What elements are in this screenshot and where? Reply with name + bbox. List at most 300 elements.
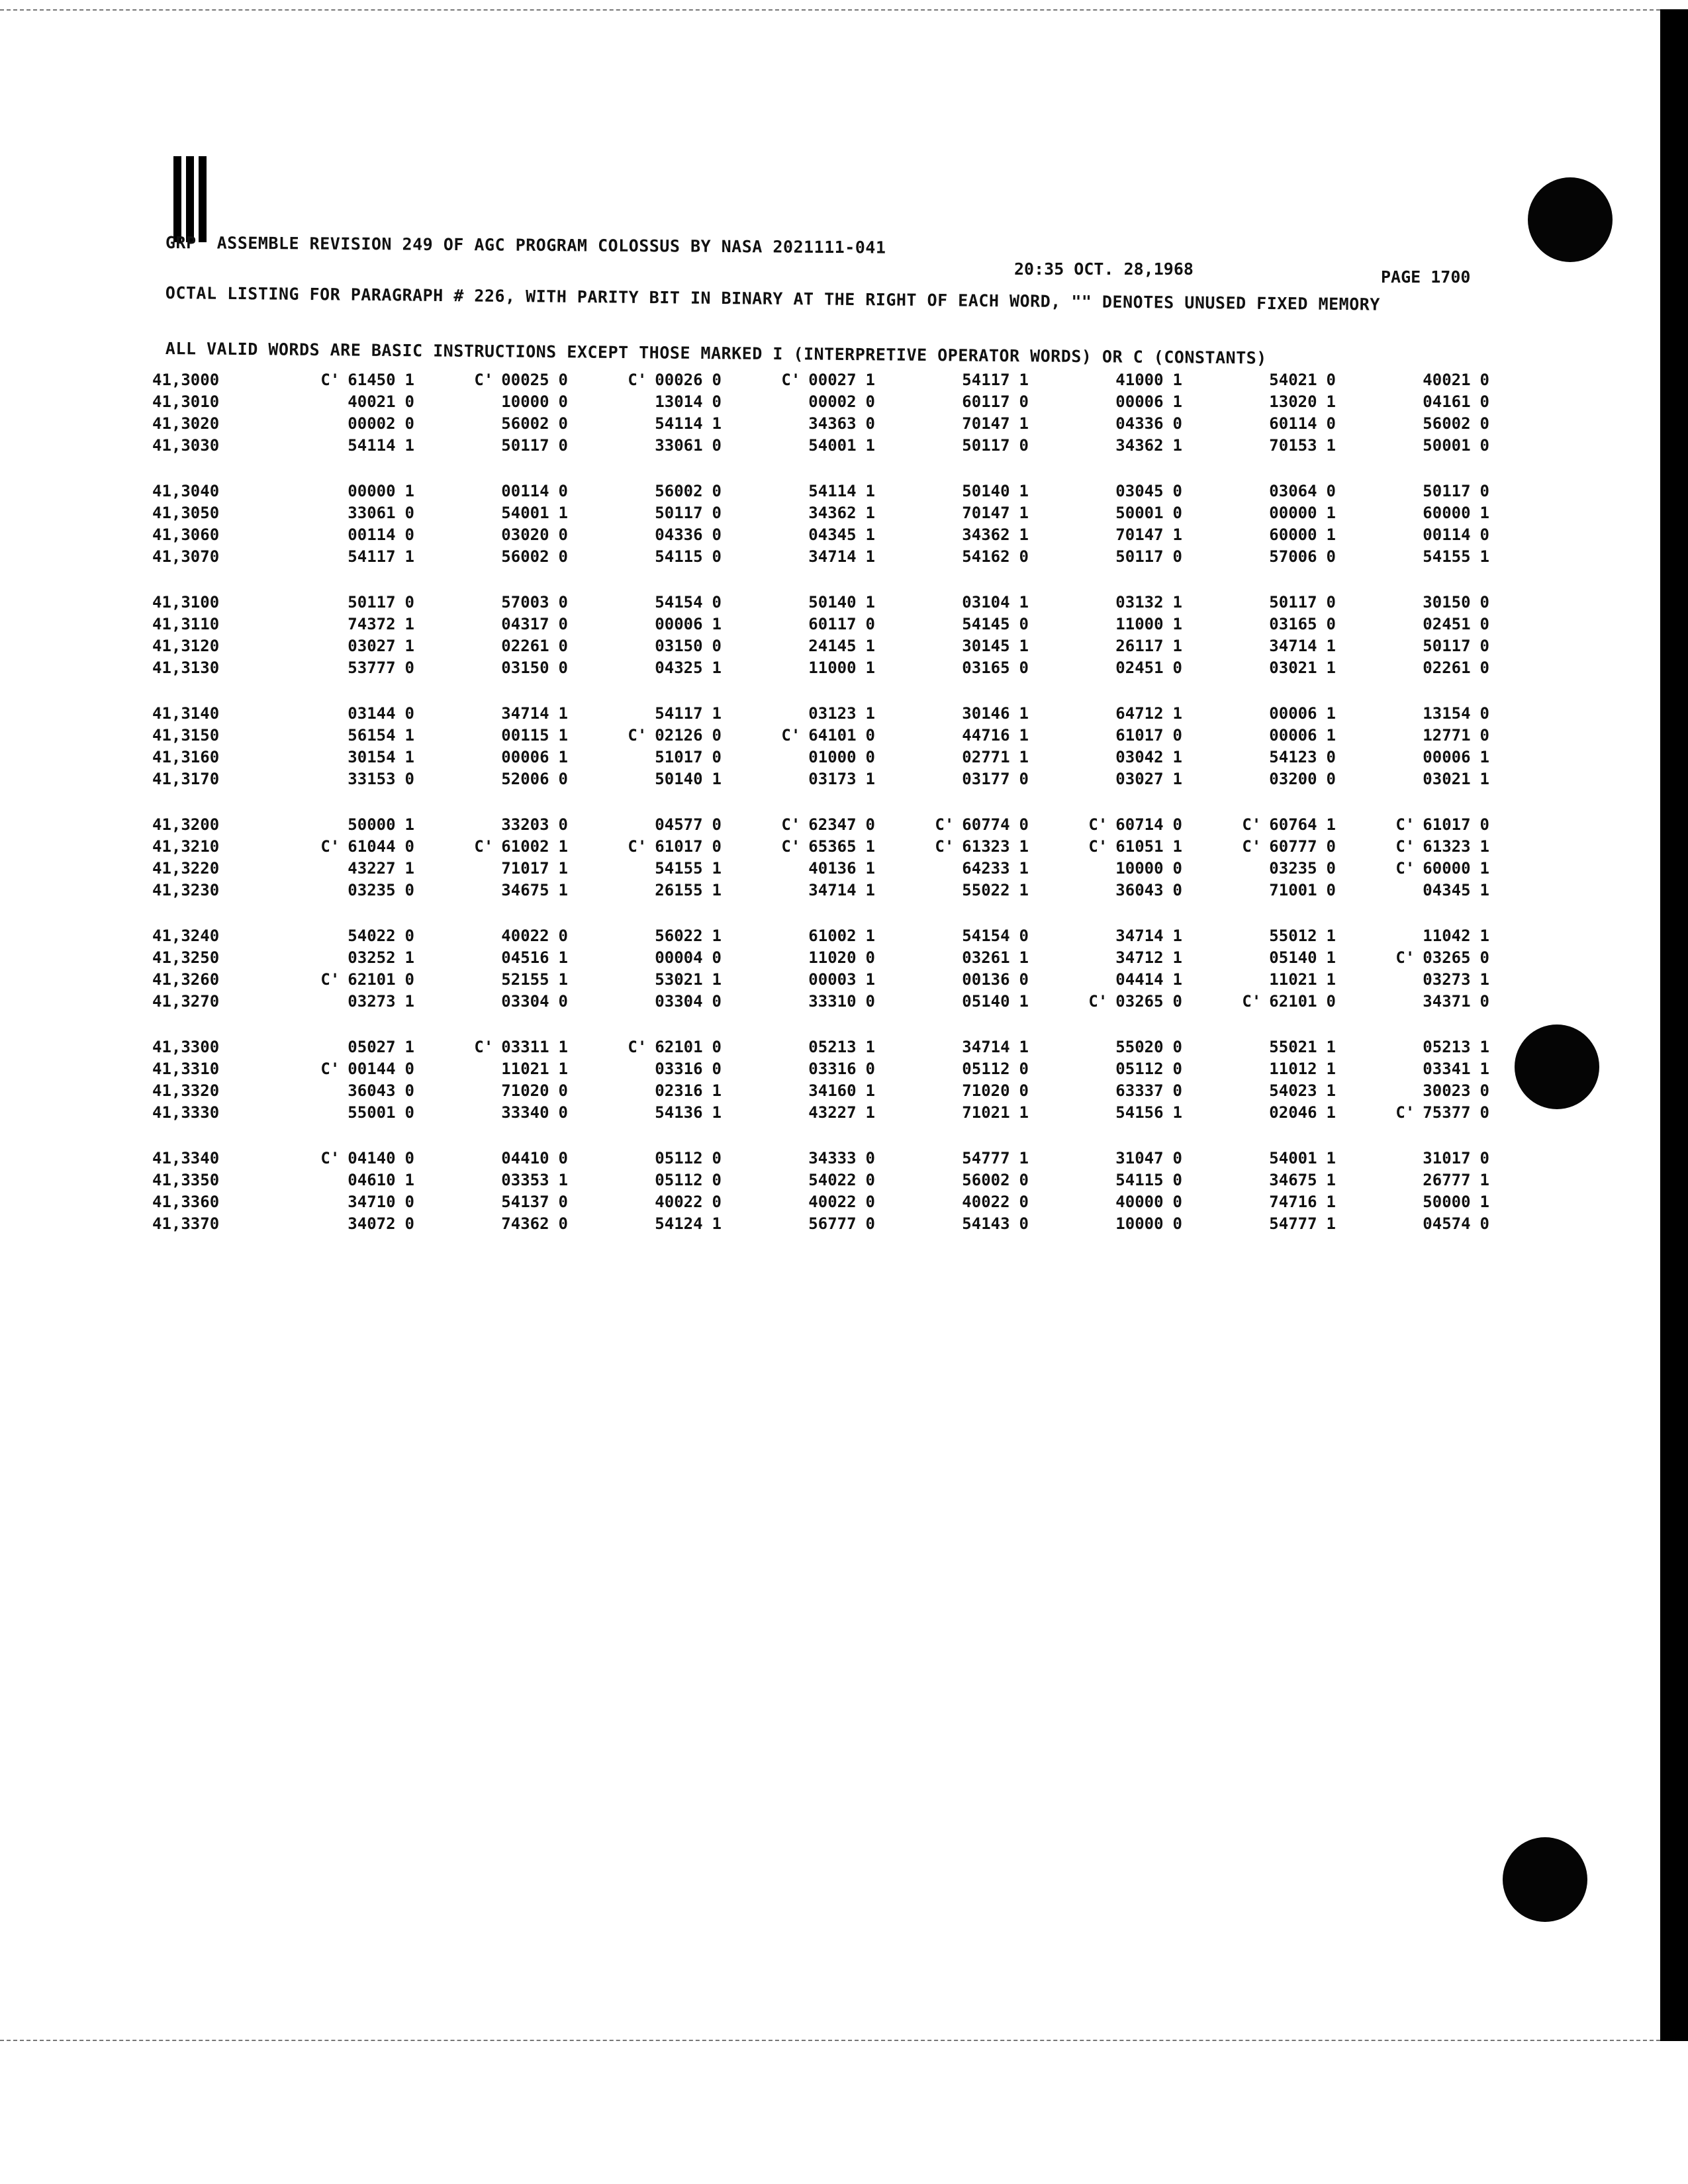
word-value: 54022 bbox=[808, 1171, 857, 1189]
octal-word bbox=[1357, 615, 1511, 637]
word-marker: C' bbox=[1395, 1103, 1415, 1122]
parity-bit: 1 bbox=[404, 815, 414, 834]
address: 41,3340 bbox=[152, 1149, 220, 1167]
parity-bit: 1 bbox=[712, 1081, 722, 1100]
parity-bit: 1 bbox=[1479, 881, 1489, 899]
parity-bit: 1 bbox=[404, 1038, 414, 1056]
octal-word bbox=[1357, 1171, 1511, 1193]
word-value: 34675 bbox=[1269, 1171, 1317, 1189]
octal-word bbox=[291, 1081, 436, 1103]
word-value: 00002 bbox=[348, 414, 396, 433]
word-marker: C' bbox=[1242, 837, 1262, 856]
word-value: 03273 bbox=[1423, 970, 1471, 989]
octal-word bbox=[1203, 948, 1357, 970]
octal-word bbox=[896, 593, 1050, 615]
octal-word bbox=[589, 815, 743, 837]
octal-word bbox=[1357, 970, 1511, 992]
parity-bit: 0 bbox=[1172, 815, 1182, 834]
parity-bit: 1 bbox=[404, 615, 414, 633]
word-value: 31047 bbox=[1115, 1149, 1164, 1167]
parity-bit: 1 bbox=[404, 1171, 414, 1189]
listing-row bbox=[152, 770, 1511, 792]
octal-word bbox=[1050, 881, 1203, 903]
word-value: 33203 bbox=[501, 815, 549, 834]
word-value: 54137 bbox=[501, 1193, 549, 1211]
word-value: 56777 bbox=[808, 1214, 857, 1233]
parity-bit: 0 bbox=[1479, 637, 1489, 655]
octal-word bbox=[896, 970, 1050, 992]
word-value: 56154 bbox=[348, 726, 396, 745]
octal-word bbox=[896, 992, 1050, 1014]
word-value: 00006 bbox=[1423, 748, 1471, 766]
octal-word bbox=[436, 1193, 589, 1214]
octal-word bbox=[1050, 482, 1203, 504]
octal-word bbox=[589, 1171, 743, 1193]
octal-word bbox=[291, 525, 436, 547]
octal-word bbox=[743, 1149, 896, 1171]
word-value: 02046 bbox=[1269, 1103, 1317, 1122]
octal-word bbox=[1203, 1103, 1357, 1125]
address: 41,3260 bbox=[152, 970, 220, 989]
octal-word bbox=[1203, 593, 1357, 615]
word-value: 34371 bbox=[1423, 992, 1471, 1011]
word-value: 50001 bbox=[1115, 504, 1164, 522]
listing-row bbox=[152, 927, 1511, 948]
octal-word bbox=[436, 970, 589, 992]
address: 41,3070 bbox=[152, 547, 220, 566]
word-value: 34714 bbox=[808, 881, 857, 899]
octal-word bbox=[743, 1081, 896, 1103]
octal-word bbox=[291, 770, 436, 792]
listing-row bbox=[152, 637, 1511, 659]
octal-word bbox=[1203, 525, 1357, 547]
parity-bit: 0 bbox=[404, 504, 414, 522]
octal-word bbox=[1357, 770, 1511, 792]
parity-bit: 1 bbox=[1019, 1103, 1029, 1122]
parity-bit: 0 bbox=[1172, 414, 1182, 433]
octal-word bbox=[1357, 593, 1511, 615]
listing-row bbox=[152, 1103, 1511, 1125]
word-value: 00006 bbox=[1269, 704, 1317, 723]
octal-word bbox=[1050, 392, 1203, 414]
word-value: 74372 bbox=[348, 615, 396, 633]
octal-word bbox=[589, 593, 743, 615]
parity-bit: 1 bbox=[865, 525, 875, 544]
word-value: 34710 bbox=[348, 1193, 396, 1211]
octal-word bbox=[589, 547, 743, 569]
word-value: 02451 bbox=[1115, 659, 1164, 677]
listing-row bbox=[152, 436, 1511, 458]
address: 41,3120 bbox=[152, 637, 220, 655]
word-value: 70153 bbox=[1269, 436, 1317, 455]
word-value: 40021 bbox=[1423, 371, 1471, 389]
octal-word bbox=[896, 837, 1050, 859]
parity-bit: 1 bbox=[1172, 371, 1182, 389]
word-value: 03021 bbox=[1269, 659, 1317, 677]
word-value: 26777 bbox=[1423, 1171, 1471, 1189]
header-line-1 bbox=[165, 233, 886, 257]
word-value: 61002 bbox=[501, 837, 549, 856]
word-value: 71021 bbox=[962, 1103, 1010, 1122]
octal-word bbox=[743, 1193, 896, 1214]
octal-word bbox=[436, 525, 589, 547]
octal-word bbox=[743, 547, 896, 569]
parity-bit: 0 bbox=[1479, 414, 1489, 433]
address: 41,3030 bbox=[152, 436, 220, 455]
word-value: 03252 bbox=[348, 948, 396, 967]
listing-row bbox=[152, 525, 1511, 547]
listing-row bbox=[152, 1081, 1511, 1103]
word-value: 54155 bbox=[1423, 547, 1471, 566]
octal-word bbox=[1050, 770, 1203, 792]
word-marker: C' bbox=[1395, 815, 1415, 834]
parity-bit: 0 bbox=[712, 1060, 722, 1078]
address: 41,3270 bbox=[152, 992, 220, 1011]
parity-bit: 0 bbox=[558, 1081, 568, 1100]
octal-word bbox=[291, 1149, 436, 1171]
octal-word bbox=[589, 927, 743, 948]
octal-word bbox=[743, 371, 896, 392]
word-value: 71001 bbox=[1269, 881, 1317, 899]
parity-bit: 1 bbox=[712, 1214, 722, 1233]
parity-bit: 0 bbox=[558, 371, 568, 389]
parity-bit: 1 bbox=[865, 1038, 875, 1056]
parity-bit: 0 bbox=[404, 525, 414, 544]
octal-word bbox=[743, 837, 896, 859]
address: 41,3040 bbox=[152, 482, 220, 500]
parity-bit: 1 bbox=[1326, 525, 1336, 544]
word-value: 03020 bbox=[501, 525, 549, 544]
parity-bit: 0 bbox=[558, 1103, 568, 1122]
parity-bit: 1 bbox=[558, 704, 568, 723]
octal-word bbox=[1203, 659, 1357, 680]
address: 41,3300 bbox=[152, 1038, 220, 1056]
parity-bit: 0 bbox=[865, 992, 875, 1011]
octal-word bbox=[1203, 504, 1357, 525]
octal-word bbox=[743, 970, 896, 992]
word-value: 01000 bbox=[808, 748, 857, 766]
word-marker: C' bbox=[320, 970, 340, 989]
word-value: 03165 bbox=[962, 659, 1010, 677]
parity-bit: 1 bbox=[865, 637, 875, 655]
word-value: 00136 bbox=[962, 970, 1010, 989]
octal-word bbox=[1203, 859, 1357, 881]
octal-word bbox=[1203, 726, 1357, 748]
word-marker: C' bbox=[474, 1038, 494, 1056]
word-value: 00115 bbox=[501, 726, 549, 745]
octal-word bbox=[1357, 1149, 1511, 1171]
parity-bit: 0 bbox=[404, 1193, 414, 1211]
parity-bit: 0 bbox=[712, 1171, 722, 1189]
octal-word bbox=[896, 726, 1050, 748]
parity-bit: 1 bbox=[1326, 504, 1336, 522]
word-marker: C' bbox=[1088, 815, 1108, 834]
assembly-timestamp: 20:35 OCT. 28,1968 bbox=[1014, 259, 1194, 279]
word-value: 62101 bbox=[1269, 992, 1317, 1011]
octal-word bbox=[1357, 815, 1511, 837]
word-value: 05112 bbox=[655, 1149, 703, 1167]
word-value: 11000 bbox=[808, 659, 857, 677]
parity-bit: 0 bbox=[404, 927, 414, 945]
parity-bit: 1 bbox=[1019, 593, 1029, 612]
parity-bit: 0 bbox=[558, 525, 568, 544]
octal-word bbox=[1050, 748, 1203, 770]
parity-bit: 0 bbox=[1479, 525, 1489, 544]
octal-word bbox=[1050, 704, 1203, 726]
parity-bit: 1 bbox=[1019, 1038, 1029, 1056]
parity-bit: 0 bbox=[558, 547, 568, 566]
octal-word bbox=[291, 593, 436, 615]
octal-word bbox=[589, 881, 743, 903]
word-value: 54023 bbox=[1269, 1081, 1317, 1100]
parity-bit: 1 bbox=[1479, 837, 1489, 856]
address: 41,3160 bbox=[152, 748, 220, 766]
parity-bit: 0 bbox=[558, 1149, 568, 1167]
parity-bit: 0 bbox=[865, 815, 875, 834]
parity-bit: 0 bbox=[1019, 1081, 1029, 1100]
parity-bit: 1 bbox=[865, 837, 875, 856]
word-value: 60000 bbox=[1423, 859, 1471, 878]
parity-bit: 0 bbox=[558, 927, 568, 945]
parity-bit: 1 bbox=[404, 547, 414, 566]
octal-word bbox=[743, 637, 896, 659]
parity-bit: 1 bbox=[1172, 837, 1182, 856]
octal-word bbox=[1050, 504, 1203, 525]
octal-word bbox=[1357, 436, 1511, 458]
parity-bit: 0 bbox=[1019, 815, 1029, 834]
parity-bit: 1 bbox=[1479, 1038, 1489, 1056]
octal-word bbox=[589, 1081, 743, 1103]
word-value: 00003 bbox=[808, 970, 857, 989]
word-value: 04336 bbox=[655, 525, 703, 544]
octal-word bbox=[1203, 881, 1357, 903]
parity-bit: 1 bbox=[865, 371, 875, 389]
word-value: 55001 bbox=[348, 1103, 396, 1122]
octal-word bbox=[896, 504, 1050, 525]
word-value: 03304 bbox=[501, 992, 549, 1011]
word-value: 61051 bbox=[1115, 837, 1164, 856]
parity-bit: 0 bbox=[404, 770, 414, 788]
address: 41,3350 bbox=[152, 1171, 220, 1189]
binder-hole-bottom bbox=[1503, 1837, 1587, 1922]
parity-bit: 0 bbox=[558, 815, 568, 834]
word-value: 60000 bbox=[1269, 525, 1317, 544]
octal-word bbox=[1357, 1081, 1511, 1103]
word-value: 54124 bbox=[655, 1214, 703, 1233]
parity-bit: 0 bbox=[404, 837, 414, 856]
word-value: 70147 bbox=[962, 414, 1010, 433]
word-value: 53021 bbox=[655, 970, 703, 989]
parity-bit: 0 bbox=[404, 593, 414, 612]
octal-word bbox=[436, 1103, 589, 1125]
octal-word bbox=[1050, 1193, 1203, 1214]
word-value: 24145 bbox=[808, 637, 857, 655]
parity-bit: 0 bbox=[1019, 970, 1029, 989]
address: 41,3100 bbox=[152, 593, 220, 612]
listing-row bbox=[152, 1149, 1511, 1171]
parity-bit: 1 bbox=[1019, 948, 1029, 967]
word-value: 02261 bbox=[1423, 659, 1471, 677]
word-value: 60774 bbox=[962, 815, 1010, 834]
word-value: 34714 bbox=[1269, 637, 1317, 655]
word-value: 02126 bbox=[655, 726, 703, 745]
parity-bit: 0 bbox=[712, 436, 722, 455]
octal-word bbox=[1050, 1038, 1203, 1060]
word-value: 03304 bbox=[655, 992, 703, 1011]
word-value: 03150 bbox=[501, 659, 549, 677]
parity-bit: 0 bbox=[1172, 1081, 1182, 1100]
parity-bit: 1 bbox=[1479, 970, 1489, 989]
word-value: 71017 bbox=[501, 859, 549, 878]
word-marker: C' bbox=[1395, 859, 1415, 878]
parity-bit: 1 bbox=[865, 482, 875, 500]
word-value: 34714 bbox=[1115, 927, 1164, 945]
parity-bit: 1 bbox=[1479, 748, 1489, 766]
octal-word bbox=[436, 1060, 589, 1081]
word-value: 04516 bbox=[501, 948, 549, 967]
octal-word bbox=[589, 525, 743, 547]
octal-word bbox=[291, 504, 436, 525]
listing-row bbox=[152, 371, 1511, 392]
octal-word bbox=[436, 992, 589, 1014]
parity-bit: 1 bbox=[558, 504, 568, 522]
parity-bit: 1 bbox=[1019, 881, 1029, 899]
parity-bit: 1 bbox=[865, 1103, 875, 1122]
octal-word bbox=[291, 948, 436, 970]
parity-bit: 1 bbox=[558, 726, 568, 745]
octal-word bbox=[896, 371, 1050, 392]
word-value: 62101 bbox=[655, 1038, 703, 1056]
word-value: 71020 bbox=[501, 1081, 549, 1100]
parity-bit: 0 bbox=[1479, 992, 1489, 1011]
parity-bit: 0 bbox=[1172, 1149, 1182, 1167]
parity-bit: 0 bbox=[1172, 1060, 1182, 1078]
parity-bit: 1 bbox=[1479, 547, 1489, 566]
parity-bit: 1 bbox=[865, 970, 875, 989]
parity-bit: 0 bbox=[1326, 770, 1336, 788]
octal-word bbox=[743, 815, 896, 837]
parity-bit: 1 bbox=[1172, 436, 1182, 455]
parity-bit: 0 bbox=[712, 371, 722, 389]
word-value: 54155 bbox=[655, 859, 703, 878]
parity-bit: 0 bbox=[865, 414, 875, 433]
word-value: 00006 bbox=[1115, 392, 1164, 411]
word-value: 03021 bbox=[1423, 770, 1471, 788]
octal-word bbox=[1357, 392, 1511, 414]
listing-description: OCTAL LISTING FOR PARAGRAPH # 226, WITH PARITY BIT IN BINARY AT THE RIGHT OF EACH WORD, "" DENOTES UNUSED FIXED MEMORY bbox=[165, 283, 1380, 314]
word-value: 50117 bbox=[1423, 637, 1471, 655]
word-value: 54114 bbox=[655, 414, 703, 433]
octal-word bbox=[1050, 1149, 1203, 1171]
word-value: 00026 bbox=[655, 371, 703, 389]
parity-bit: 0 bbox=[558, 659, 568, 677]
listing-row bbox=[152, 726, 1511, 748]
word-value: 55020 bbox=[1115, 1038, 1164, 1056]
octal-word bbox=[743, 659, 896, 680]
octal-word bbox=[896, 1149, 1050, 1171]
parity-bit: 1 bbox=[1326, 392, 1336, 411]
listing-row bbox=[152, 970, 1511, 992]
parity-bit: 1 bbox=[1019, 504, 1029, 522]
parity-bit: 1 bbox=[558, 881, 568, 899]
octal-word bbox=[436, 815, 589, 837]
parity-bit: 0 bbox=[1326, 748, 1336, 766]
parity-bit: 1 bbox=[712, 704, 722, 723]
octal-word bbox=[1050, 371, 1203, 392]
word-value: 00144 bbox=[348, 1060, 396, 1078]
octal-word bbox=[743, 726, 896, 748]
word-value: 51017 bbox=[655, 748, 703, 766]
octal-word bbox=[1050, 927, 1203, 948]
parity-bit: 0 bbox=[404, 1149, 414, 1167]
word-value: 54001 bbox=[808, 436, 857, 455]
octal-word bbox=[589, 659, 743, 680]
word-value: 61017 bbox=[1423, 815, 1471, 834]
word-value: 00025 bbox=[501, 371, 549, 389]
word-value: 13020 bbox=[1269, 392, 1317, 411]
parity-bit: 0 bbox=[404, 414, 414, 433]
parity-bit: 0 bbox=[1326, 837, 1336, 856]
parity-bit: 1 bbox=[1326, 1060, 1336, 1078]
word-value: 33153 bbox=[348, 770, 396, 788]
parity-bit: 0 bbox=[1172, 881, 1182, 899]
octal-word bbox=[743, 593, 896, 615]
word-value: 54022 bbox=[348, 927, 396, 945]
parity-bit: 1 bbox=[865, 770, 875, 788]
parity-bit: 0 bbox=[1172, 1193, 1182, 1211]
word-value: 12771 bbox=[1423, 726, 1471, 745]
word-value: 60714 bbox=[1115, 815, 1164, 834]
word-value: 03200 bbox=[1269, 770, 1317, 788]
parity-bit: 1 bbox=[1172, 970, 1182, 989]
parity-bit: 1 bbox=[1326, 1081, 1336, 1100]
word-value: 54156 bbox=[1115, 1103, 1164, 1122]
word-value: 34714 bbox=[962, 1038, 1010, 1056]
parity-bit: 1 bbox=[1019, 371, 1029, 389]
octal-word bbox=[1357, 1193, 1511, 1214]
word-value: 30154 bbox=[348, 748, 396, 766]
listing-row bbox=[152, 948, 1511, 970]
parity-bit: 1 bbox=[865, 504, 875, 522]
word-value: 11012 bbox=[1269, 1060, 1317, 1078]
octal-word bbox=[436, 770, 589, 792]
parity-bit: 0 bbox=[712, 1038, 722, 1056]
listing-row bbox=[152, 547, 1511, 569]
assembly-title: ASSEMBLE REVISION 249 OF AGC PROGRAM COLOSSUS BY NASA 2021111-041 bbox=[216, 233, 886, 257]
word-value: 05140 bbox=[1269, 948, 1317, 967]
word-value: 54145 bbox=[962, 615, 1010, 633]
parity-bit: 1 bbox=[1326, 1171, 1336, 1189]
parity-bit: 1 bbox=[404, 726, 414, 745]
top-perforation-line bbox=[0, 9, 1660, 11]
parity-bit: 0 bbox=[865, 948, 875, 967]
parity-bit: 1 bbox=[558, 748, 568, 766]
octal-word bbox=[1203, 837, 1357, 859]
octal-word bbox=[291, 881, 436, 903]
parity-bit: 0 bbox=[1479, 1081, 1489, 1100]
parity-bit: 1 bbox=[1019, 704, 1029, 723]
parity-bit: 1 bbox=[404, 371, 414, 389]
octal-word bbox=[896, 1171, 1050, 1193]
word-value: 40022 bbox=[808, 1193, 857, 1211]
word-value: 50117 bbox=[1115, 547, 1164, 566]
parity-bit: 0 bbox=[1479, 436, 1489, 455]
parity-bit: 1 bbox=[1172, 392, 1182, 411]
parity-bit: 0 bbox=[1019, 1214, 1029, 1233]
octal-word bbox=[1050, 1171, 1203, 1193]
parity-bit: 1 bbox=[1172, 1103, 1182, 1122]
octal-word bbox=[1203, 815, 1357, 837]
